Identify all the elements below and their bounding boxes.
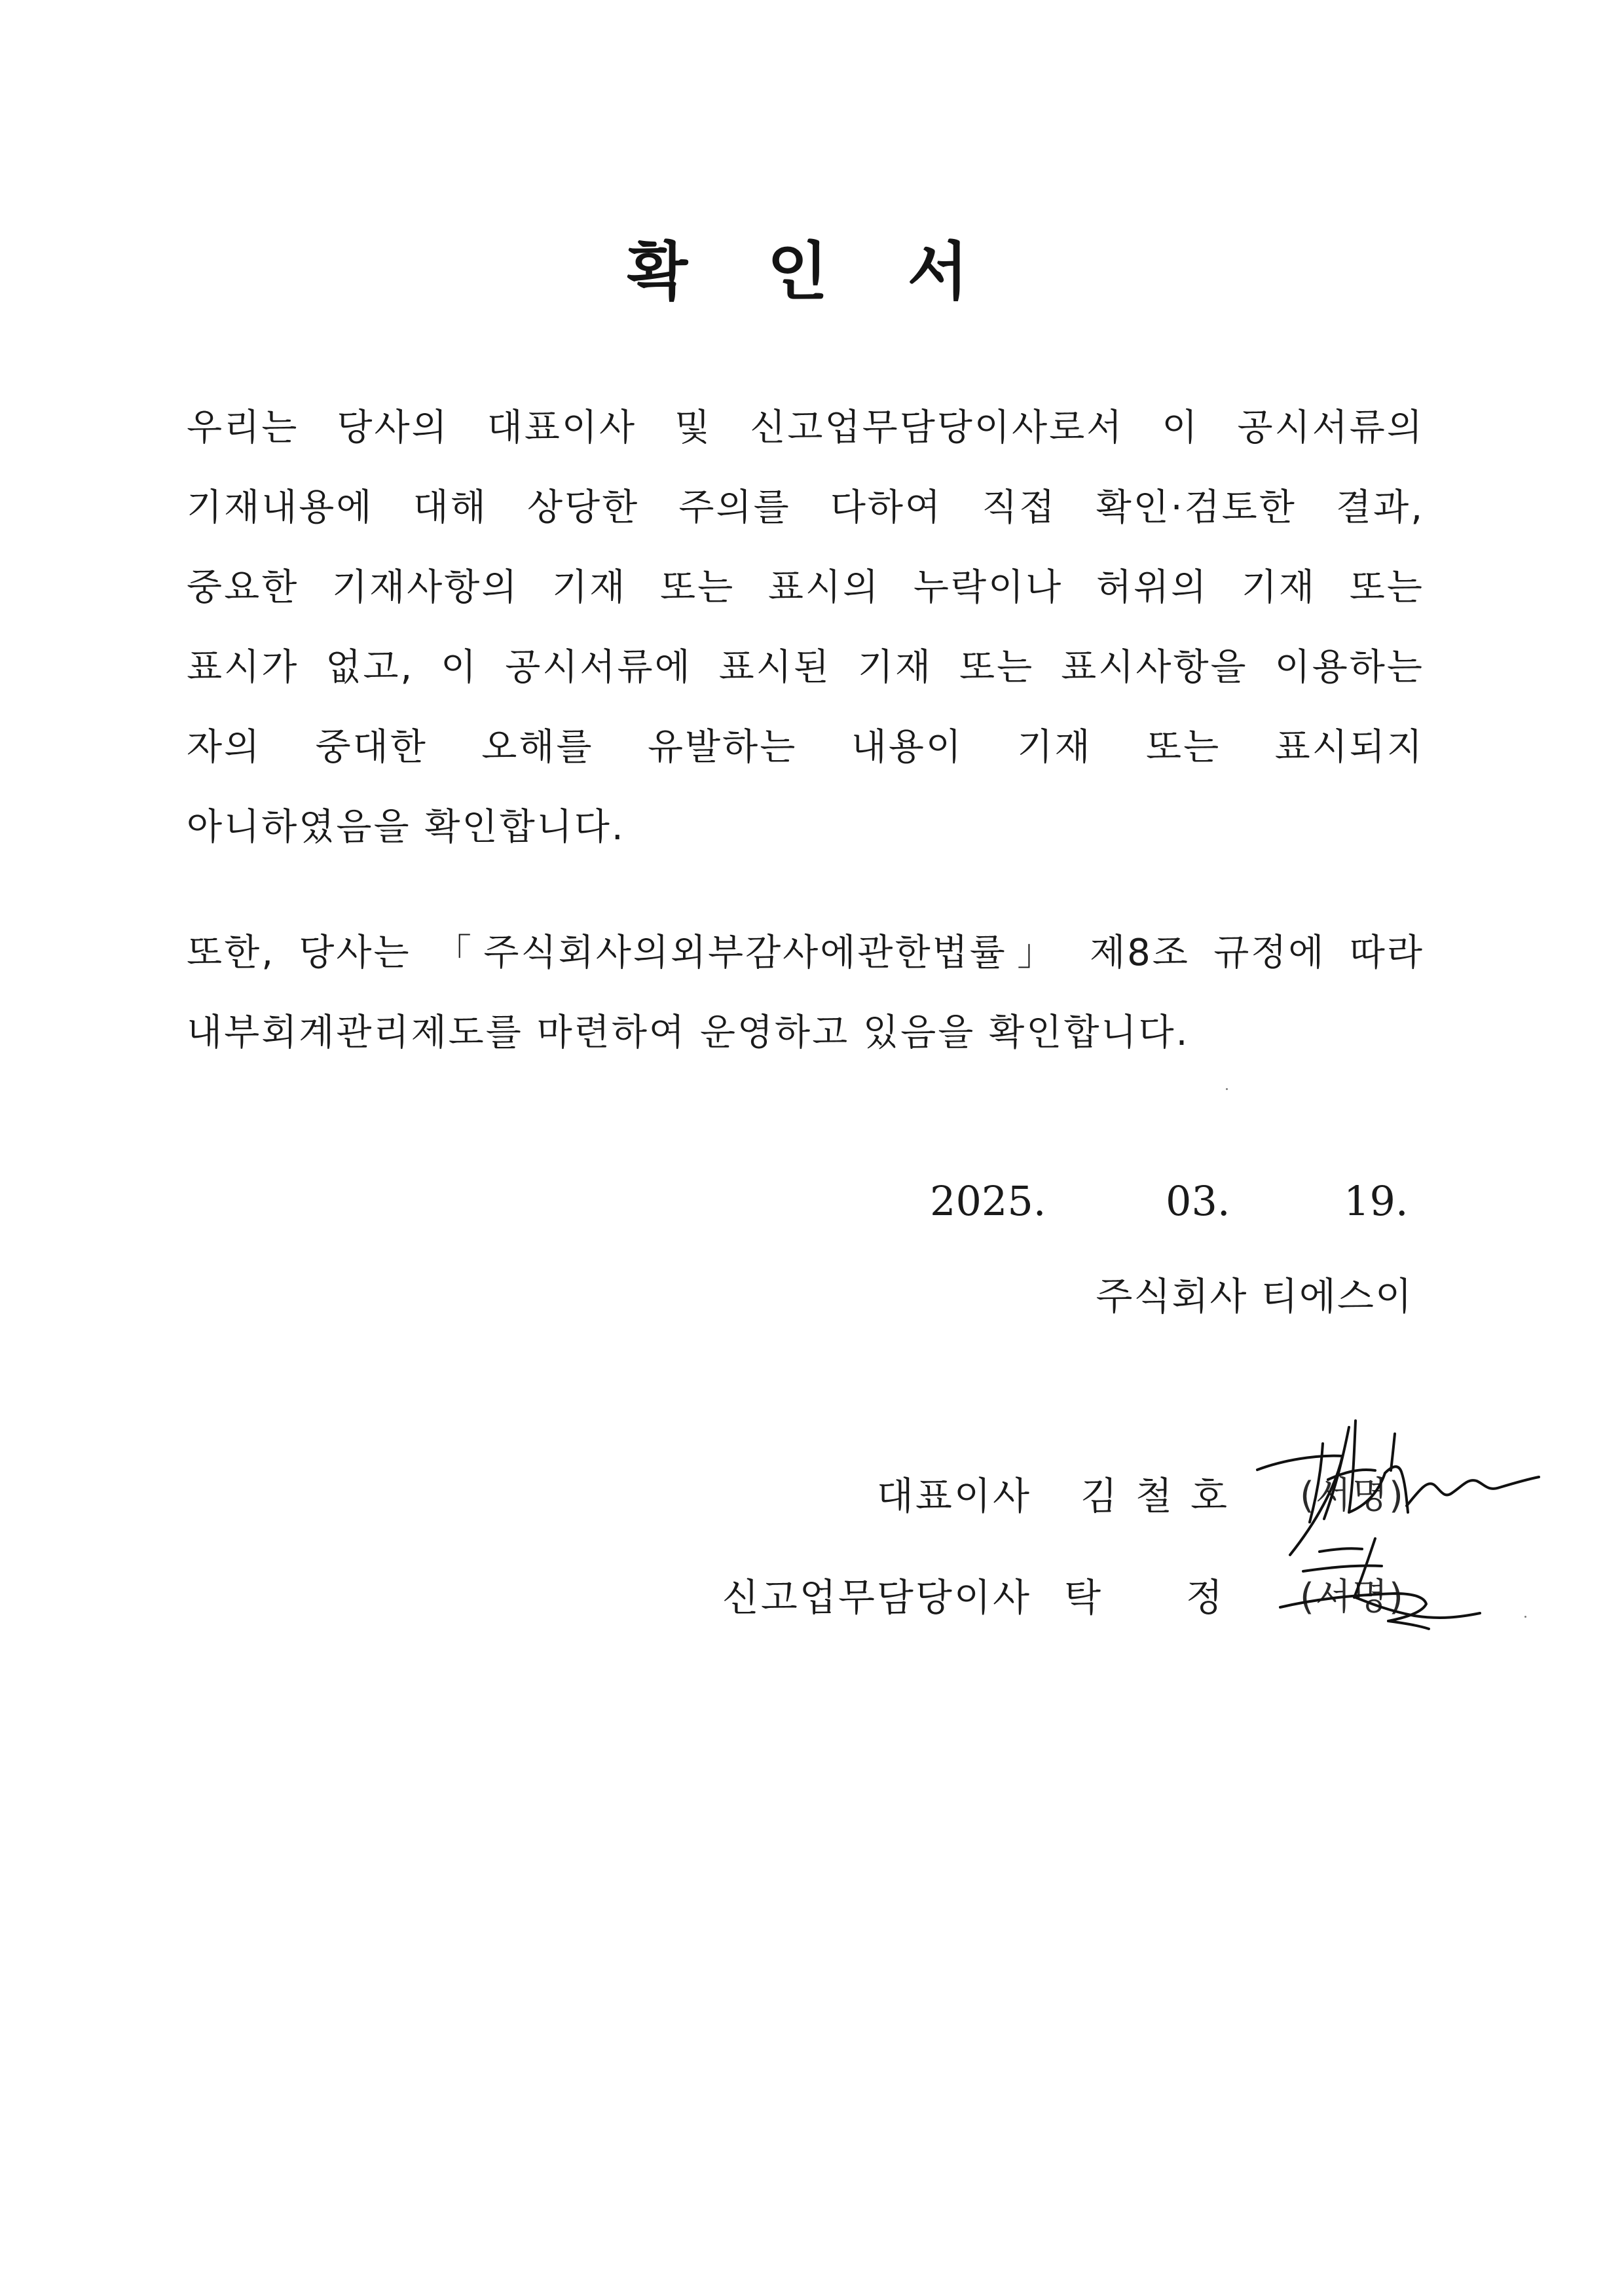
- signature-placeholder: (서명): [1300, 1576, 1405, 1618]
- signatory-row-ceo: [0, 1460, 1624, 1532]
- signatory-name: 탁정: [1064, 1575, 1308, 1620]
- scan-speck: [1226, 1088, 1228, 1090]
- paragraph-line: 또한, 당사는 「주식회사의외부감사에관한법률」 제8조 규정에 따라: [187, 932, 1424, 974]
- company-name: 주식회사 티에스이: [1096, 1274, 1413, 1319]
- signatory-role: 대표이사: [876, 1474, 1031, 1518]
- paragraph-line: 중요한 기재사항의 기재 또는 표시의 누락이나 허위의 기재 또는: [187, 566, 1424, 609]
- scan-speck: [1524, 1616, 1526, 1618]
- confirmation-paragraph: [187, 388, 1424, 867]
- paragraph-line: 아니하였음을 확인합니다.: [187, 806, 625, 848]
- signatory-row-cfo: [0, 1561, 1624, 1633]
- date-day: 19.: [1344, 1177, 1409, 1225]
- paragraph-line: 내부회계관리제도를 마련하여 운영하고 있음을 확인합니다.: [187, 1011, 1190, 1054]
- signature-placeholder: (서명): [1300, 1474, 1405, 1517]
- paragraph-line: 자의 중대한 오해를 유발하는 내용이 기재 또는 표시되지: [187, 726, 1424, 769]
- internal-control-paragraph: [187, 913, 1424, 1073]
- paragraph-line: 표시가 없고, 이 공시서류에 표시된 기재 또는 표시사항을 이용하는: [187, 646, 1424, 689]
- paragraph-line: 기재내용에 대해 상당한 주의를 다하여 직접 확인·검토한 결과,: [187, 486, 1424, 529]
- date-year: 2025.: [930, 1177, 1046, 1225]
- signatory-name: 김철호: [1080, 1474, 1246, 1518]
- signatory-role: 신고업무담당이사: [722, 1575, 1031, 1620]
- date-month: 03.: [1166, 1177, 1230, 1225]
- document-title: 확 인 서: [627, 235, 997, 308]
- document-date: [930, 1165, 1418, 1237]
- paragraph-line: 우리는 당사의 대표이사 및 신고업무담당이사로서 이 공시서류의: [187, 407, 1424, 449]
